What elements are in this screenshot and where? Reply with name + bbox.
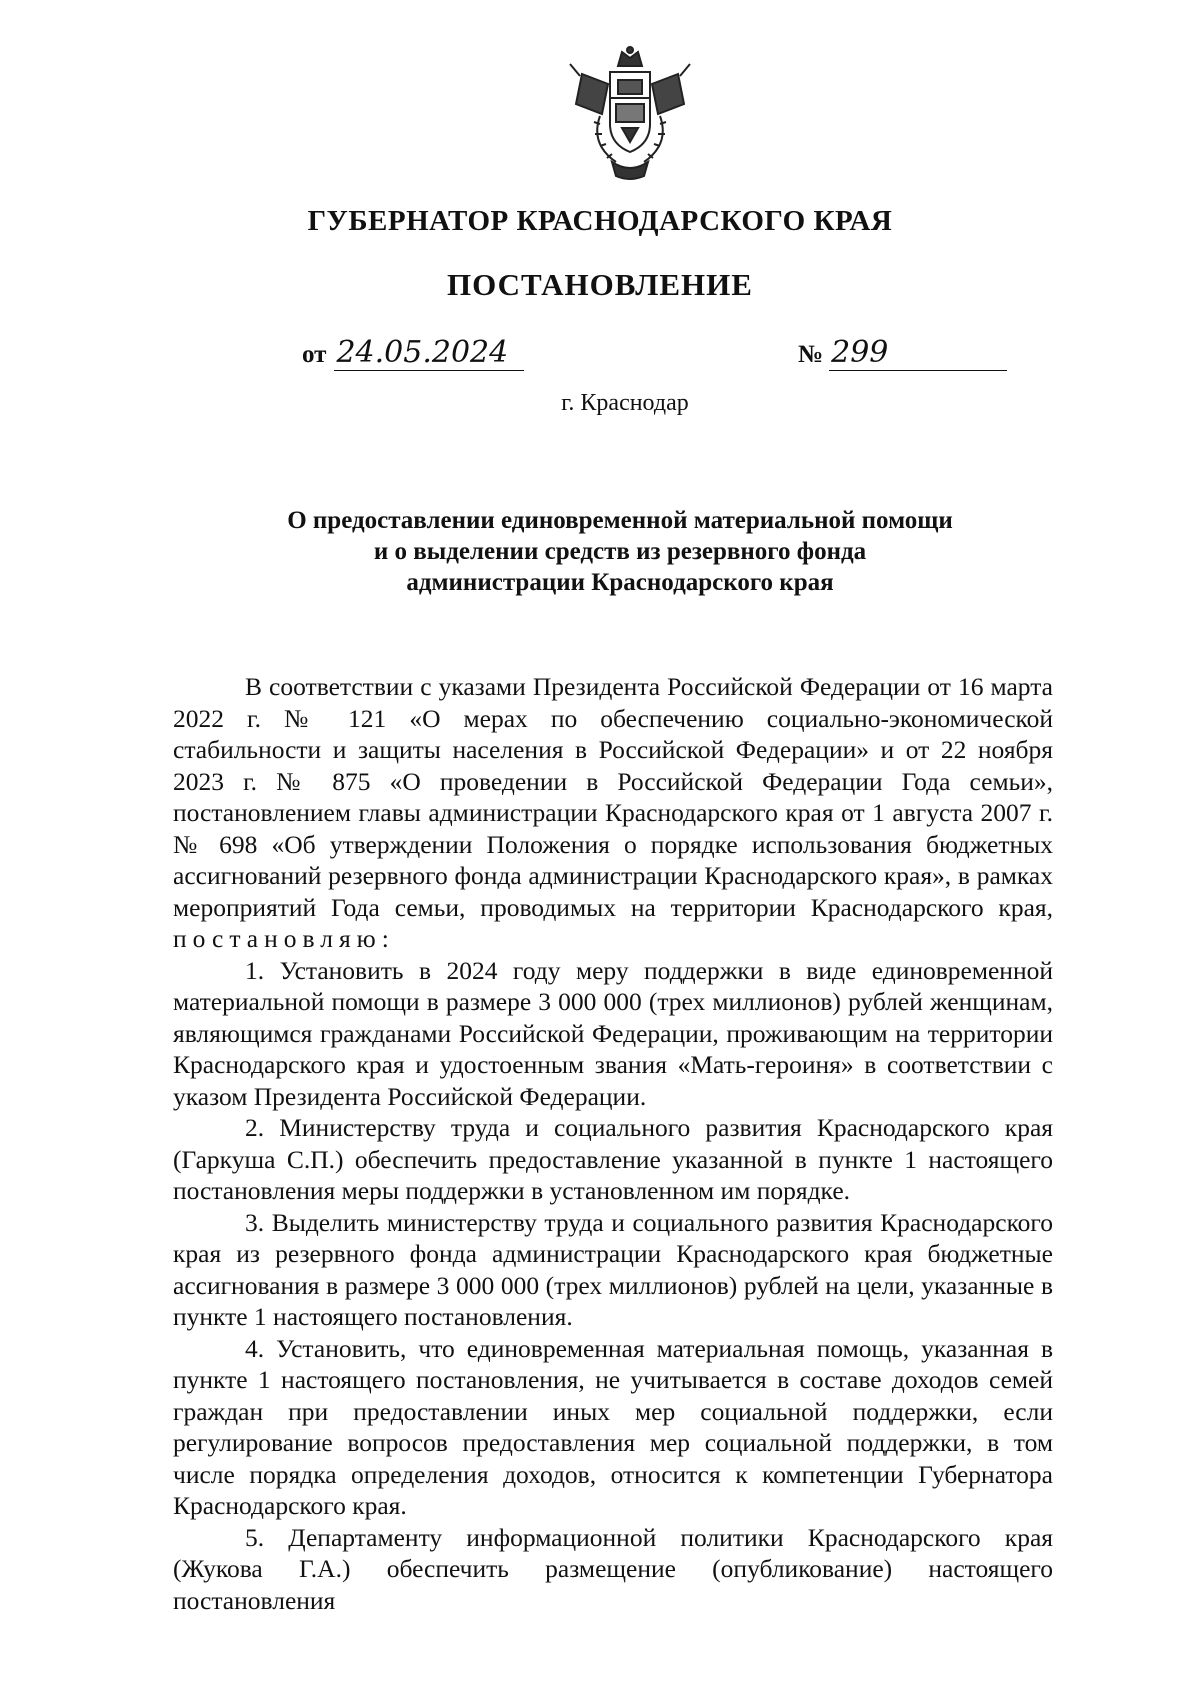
- clause-paragraph: 4. Установить, что единовременная материальная помощь, указанная в пункте 1 настоящего постановления, не учитывается в составе доходов семей граждан при предоставлении иных мер социальной поддержки, если регулирование вопросов предоставления мер социальной поддержки, в том числе порядка определения доходов, относится к компетенции Губернатора Краснодарского края.: [173, 1333, 1053, 1520]
- number-line: [798, 336, 1007, 371]
- document-body: [173, 671, 1053, 1616]
- issuing-authority: ГУБЕРНАТОР КРАСНОДАРСКОГО КРАЯ: [307, 205, 893, 237]
- date-label: от: [302, 341, 327, 368]
- title-line: и о выделении средств из резервного фонда: [373, 538, 867, 565]
- number-value: 299: [829, 336, 1007, 371]
- number-label: №: [798, 341, 824, 368]
- date-line: [302, 336, 524, 371]
- title-line: О предоставлении единовременной материальной помощи: [287, 507, 953, 534]
- preamble-paragraph: [173, 671, 1053, 955]
- preamble-text: В соответствии с указами Президента Российской Федерации от 16 марта 2022 г. № 121 «О мерах по обеспечению социально-экономической стабильности и защиты населения в Российской Федерации» и от 22 ноября 2023 г. № 875 «О проведении в Российской Федерации Года семьи», постановлением главы администрации Краснодарского края от 1 августа 2007 г. № 698 «Об утверждении Положения о порядке использования бюджетных ассигнований резервного фонда администрации Краснодарского края», в рамках мероприятий Года семьи, проводимых на территории Краснодарского края,: [173, 672, 1053, 922]
- resolve-word: постановляю:: [173, 924, 395, 953]
- coat-of-arms-icon: [560, 44, 700, 184]
- date-value: 24.05.2024: [334, 336, 524, 371]
- document-title: [200, 505, 1040, 598]
- title-line: администрации Краснодарского края: [406, 569, 834, 596]
- document-type: ПОСТАНОВЛЕНИЕ: [447, 267, 753, 302]
- city: г. Краснодар: [561, 390, 689, 416]
- clause-paragraph: 2. Министерству труда и социального развития Краснодарского края (Гаркуша С.П.) обеспечить предоставление указанной в пункте 1 настоящего постановления меры поддержки в установленном им порядке.: [173, 1113, 1053, 1205]
- clause-paragraph: 3. Выделить министерству труда и социального развития Краснодарского края из резервного фонда администрации Краснодарского края бюджетные ассигнования в размере 3 000 000 (трех миллионов) рублей на цели, указанные в пункте 1 настоящего постановления.: [173, 1207, 1053, 1331]
- clause-paragraph: 5. Департаменту информационной политики Краснодарского края (Жукова Г.А.) обеспечить размещение (опубликование) настоящего постановления: [173, 1522, 1053, 1615]
- clause-paragraph: 1. Установить в 2024 году меру поддержки в виде единовременной материальной помощи в размере 3 000 000 (трех миллионов) рублей женщинам, являющимся гражданами Российской Федерации, проживающим на территории Краснодарского края и удостоенным звания «Мать-героиня» в соответствии с указом Президента Российской Федерации.: [173, 955, 1053, 1111]
